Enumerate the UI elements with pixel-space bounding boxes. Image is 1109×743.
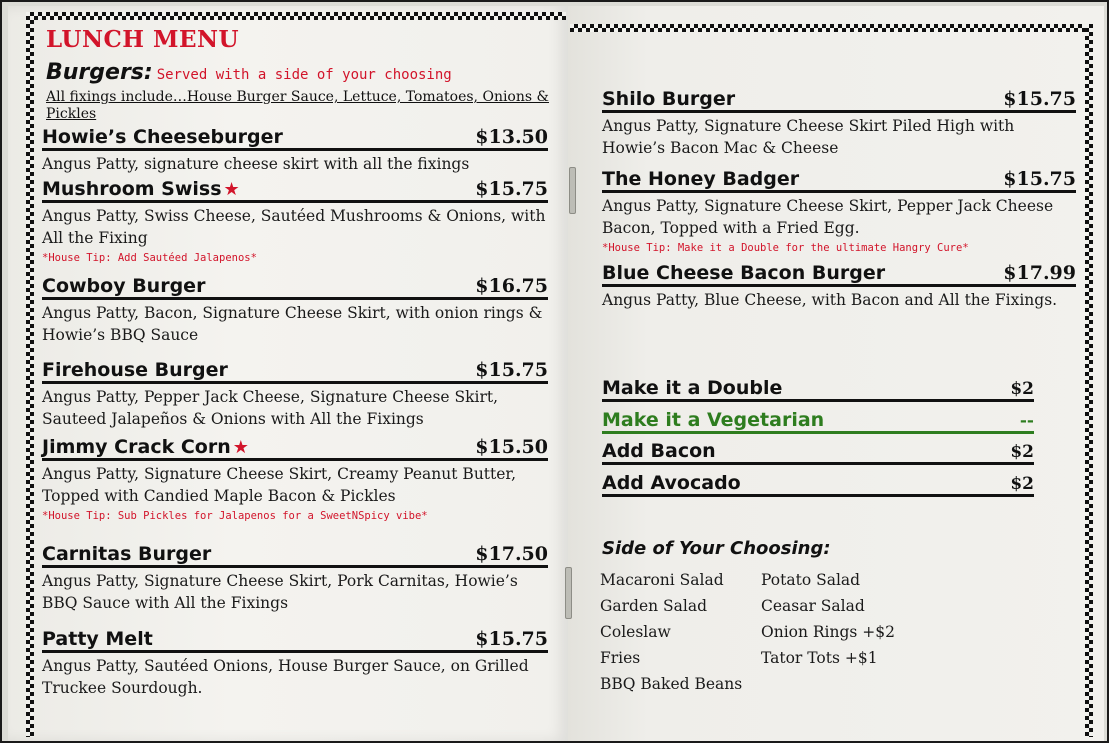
sides-column-2 (761, 567, 895, 671)
item-name: Jimmy Crack Corn (42, 436, 231, 458)
item-title-row (42, 436, 548, 461)
item-name: Shilo Burger (602, 88, 736, 110)
item-price: $17.99 (1003, 262, 1076, 284)
item-name-wrap (602, 262, 885, 284)
right-menu-item (602, 168, 1076, 254)
house-tip: *House Tip: Add Sautéed Jalapenos* (42, 252, 257, 264)
checker-border-top-left (26, 12, 566, 20)
item-title-row (42, 628, 548, 653)
item-price: $15.75 (475, 628, 548, 650)
addon-row (602, 472, 1034, 497)
addon-name: Add Bacon (602, 440, 716, 462)
left-menu-item (42, 543, 548, 614)
item-name-wrap (42, 359, 228, 381)
addon-name: Make it a Double (602, 377, 783, 399)
addon-price: $2 (1010, 474, 1034, 494)
item-price: $15.50 (475, 436, 548, 458)
item-description: Angus Patty, Signature Cheese Skirt, Creamy Peanut Butter, Topped with Candied Maple Bacon & Pickles (42, 465, 517, 505)
item-name: The Honey Badger (602, 168, 800, 190)
burgers-heading (46, 60, 452, 85)
checker-border-right (1085, 24, 1093, 737)
item-name: Howie’s Cheeseburger (42, 126, 283, 148)
item-name: Mushroom Swiss (42, 178, 222, 200)
item-name-wrap (42, 628, 153, 650)
addon-price: $2 (1010, 379, 1034, 399)
staple-bottom (565, 567, 572, 619)
side-item: Fries (600, 649, 641, 667)
left-menu-item (42, 436, 548, 522)
item-description: Angus Patty, Sautéed Onions, House Burger Sauce, on Grilled Truckee Sourdough. (42, 657, 529, 697)
sides-heading: Side of Your Choosing: (602, 538, 831, 559)
side-item: Onion Rings +$2 (761, 623, 896, 641)
item-title-row (602, 88, 1076, 113)
burgers-heading-text: Burgers: (46, 60, 153, 85)
staple-top (569, 167, 576, 214)
left-menu-item (42, 628, 548, 699)
side-item: Tator Tots +$1 (761, 649, 878, 667)
addon-price: -- (1019, 411, 1034, 431)
item-price: $15.75 (475, 178, 548, 200)
side-item: Ceasar Salad (761, 597, 865, 615)
item-name: Cowboy Burger (42, 275, 206, 297)
right-menu-item (602, 262, 1076, 311)
addon-row (602, 409, 1034, 434)
left-menu-item (42, 178, 548, 264)
left-menu-item (42, 359, 548, 430)
left-menu-item (42, 126, 548, 175)
item-title-row (42, 543, 548, 568)
item-description: Angus Patty, signature cheese skirt with all the fixings (42, 155, 470, 173)
item-name-wrap (602, 168, 799, 190)
item-description: Angus Patty, Signature Cheese Skirt Piled High with Howie’s Bacon Mac & Cheese (602, 117, 1015, 157)
item-name-wrap (42, 126, 283, 148)
item-price: $15.75 (1003, 88, 1076, 110)
item-title-row (42, 275, 548, 300)
item-description: Angus Patty, Signature Cheese Skirt, Pepper Jack Cheese Bacon, Topped with a Fried Egg. (602, 197, 1054, 237)
item-title-row (42, 359, 548, 384)
item-name-wrap (42, 436, 249, 458)
item-price: $13.50 (475, 126, 548, 148)
burgers-subheading: Served with a side of your choosing (156, 67, 452, 83)
side-item: Macaroni Salad (600, 571, 724, 589)
addon-row (602, 440, 1034, 465)
item-title-row (602, 168, 1076, 193)
item-name: Blue Cheese Bacon Burger (602, 262, 886, 284)
item-title-row (602, 262, 1076, 287)
checker-border-top-right (570, 24, 1092, 32)
house-tip: *House Tip: Sub Pickles for Jalapenos for a SweetNSpicy vibe* (42, 510, 428, 522)
item-description: Angus Patty, Signature Cheese Skirt, Pork Carnitas, Howie’s BBQ Sauce with All the Fixings (42, 572, 518, 612)
item-name: Firehouse Burger (42, 359, 228, 381)
item-title-row (42, 126, 548, 151)
item-price: $15.75 (475, 359, 548, 381)
sides-column-1 (600, 567, 742, 697)
house-tip: *House Tip: Make it a Double for the ultimate Hangry Cure* (602, 242, 969, 254)
addon-row (602, 377, 1034, 402)
item-name: Carnitas Burger (42, 543, 212, 565)
side-item: Garden Salad (600, 597, 708, 615)
item-name-wrap (42, 275, 205, 297)
side-item: Coleslaw (600, 623, 671, 641)
right-menu-item (602, 88, 1076, 159)
item-description: Angus Patty, Swiss Cheese, Sautéed Mushrooms & Onions, with All the Fixing (42, 207, 546, 247)
item-price: $15.75 (1003, 168, 1076, 190)
star-icon: ★ (223, 179, 240, 200)
item-title-row (42, 178, 548, 203)
item-name-wrap (42, 543, 211, 565)
item-description: Angus Patty, Bacon, Signature Cheese Skirt, with onion rings & Howie’s BBQ Sauce (42, 304, 543, 344)
menu-title: LUNCH MENU (46, 26, 240, 53)
item-name-wrap (602, 88, 735, 110)
item-price: $16.75 (475, 275, 548, 297)
item-name: Patty Melt (42, 628, 153, 650)
item-description: Angus Patty, Pepper Jack Cheese, Signature Cheese Skirt, Sauteed Jalapeños & Onions with All the Fixings (42, 388, 499, 428)
checker-border-left (26, 12, 34, 737)
side-item: Potato Salad (761, 571, 861, 589)
item-name-wrap (42, 178, 240, 200)
item-description: Angus Patty, Blue Cheese, with Bacon and All the Fixings. (602, 291, 1058, 309)
addon-price: $2 (1010, 442, 1034, 462)
star-icon: ★ (232, 437, 249, 458)
fixings-note: All fixings include…House Burger Sauce, Lettuce, Tomatoes, Onions & Pickles (46, 89, 549, 122)
addon-name: Add Avocado (602, 472, 741, 494)
left-menu-item (42, 275, 548, 346)
side-item: BBQ Baked Beans (600, 675, 743, 693)
item-price: $17.50 (475, 543, 548, 565)
addon-name: Make it a Vegetarian (602, 409, 825, 431)
